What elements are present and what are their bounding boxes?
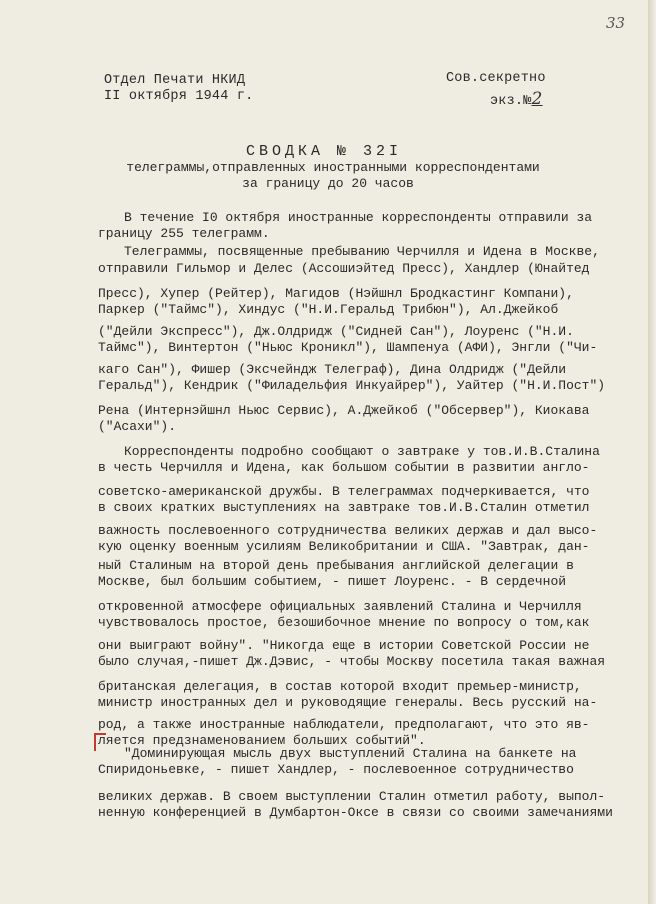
copy-number-handwritten: 2: [531, 89, 543, 109]
body-text-line: ("Дейли Экспресс"), Дж.Олдридж ("Сидней Сан"), Лоуренс ("Н.И.: [98, 324, 574, 339]
body-text-line: ("Асахи").: [98, 419, 177, 434]
body-text-line: они выиграют войну". "Никогда еще в истории Советской России не: [98, 638, 590, 653]
body-text-line: великих держав. В своем выступлении Сталин отметил работу, выпол-: [98, 789, 606, 804]
body-text-line: откровенной атмосфере официальных заявлений Сталина и Черчилля: [98, 599, 582, 614]
body-text-line: в честь Черчилля и Идена, как большом событии в развитии англо-: [98, 460, 590, 475]
subtitle-line: за границу до 20 часов: [242, 176, 414, 191]
body-text-line: отправили Гильмор и Делес (Ассошиэйтед Пресс), Хандлер (Юнайтед: [98, 261, 590, 276]
body-text-line: чувствовалось простое, безошибочное мнение по вопросу о том,как: [98, 615, 590, 630]
body-text-line: советско-американской дружбы. В телеграммах подчеркивается, что: [98, 484, 590, 499]
body-text-line: было случая,-пишет Дж.Дэвис, - чтобы Москву посетила такая важная: [98, 654, 606, 669]
body-text-line: Паркер ("Таймс"), Хиндус ("Н.И.Геральд Трибюн"), Ал.Джейкоб: [98, 302, 559, 317]
body-text-line: ненную конференцией в Думбартон-Оксе в связи со своими замечаниями: [98, 805, 613, 820]
body-text-line: британская делегация, в состав которой входит премьер-министр,: [98, 679, 582, 694]
body-text-line: "Доминирующая мысль двух выступлений Сталина на банкете на: [124, 746, 577, 761]
body-text-line: ляется предзнаменованием больших событий".: [98, 733, 426, 748]
classification-stamp: Сов.секретно: [446, 71, 546, 86]
copy-label: экз.№: [490, 94, 532, 109]
body-text-line: Таймс"), Винтертон ("Ньюс Кроникл"), Шампенуа (АФИ), Энгли ("Чи-: [98, 340, 598, 355]
body-text-line: Телеграммы, посвященные пребыванию Черчилля и Идена в Москве,: [124, 244, 600, 259]
department-label: Отдел Печати НКИД: [104, 73, 246, 88]
body-text-line: в своих кратких выступлениях на завтраке тов.И.В.Сталин отметил: [98, 500, 590, 515]
document-date: II октября 1944 г.: [104, 89, 254, 104]
subtitle-line: телеграммы,отправленных иностранными корреспондентами: [126, 160, 540, 175]
body-text-line: ный Сталиным на второй день пребывания английской делегации в: [98, 558, 574, 573]
body-text-line: кую оценку военным усилиям Великобритании и США. "Завтрак, дан-: [98, 539, 590, 554]
body-text-line: Корреспонденты подробно сообщают о завтраке у тов.И.В.Сталина: [124, 444, 600, 459]
body-text-line: министр иностранных дел и руководящие генералы. Весь русский на-: [98, 695, 598, 710]
body-text-line: Рена (Интернэйшнл Ньюс Сервис), А.Джейкоб ("Обсервер"), Киокава: [98, 403, 590, 418]
copy-number-field: [490, 91, 543, 110]
body-text-line: Спиридоньевке, - пишет Хандлер, - послевоенное сотрудничество: [98, 762, 574, 777]
page-number: 33: [606, 14, 626, 32]
body-text-line: Геральд"), Кендрик ("Филадельфия Инкуайрер"), Уайтер ("Н.И.Пост"): [98, 378, 606, 393]
document-title: СВОДКА № 32I: [245, 143, 403, 160]
body-text-line: Пресс), Хупер (Рейтер), Магидов (Нэйшнл Бродкастинг Компани),: [98, 286, 574, 301]
body-text-line: важность послевоенного сотрудничества великих держав и дал высо-: [98, 523, 598, 538]
body-text-line: В течение I0 октября иностранные корреспонденты отправили за: [124, 210, 593, 225]
body-text-line: род, а также иностранные наблюдатели, предполагают, что это яв-: [98, 717, 590, 732]
body-text-line: каго Сан"), Фишер (Эксчейндж Телеграф), Дина Олдридж ("Дейли: [98, 362, 567, 377]
page-edge: [648, 0, 656, 904]
body-text-line: границу 255 телеграмм.: [98, 226, 270, 241]
body-text-line: Москве, был большим событием, - пишет Лоуренс. - В сердечной: [98, 574, 567, 589]
